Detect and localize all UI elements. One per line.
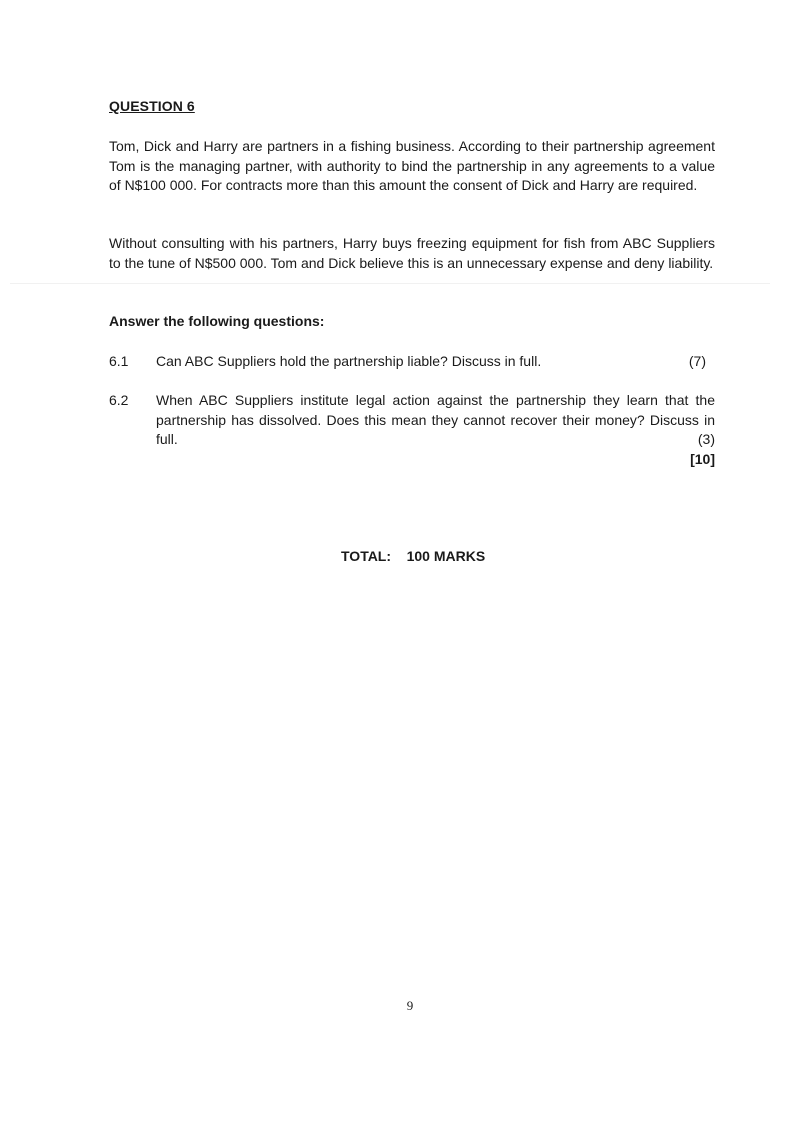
question-total-marks: [10] xyxy=(690,451,715,467)
question-heading: QUESTION 6 xyxy=(109,98,195,114)
subquestion-number-6-2: 6.2 xyxy=(109,392,129,408)
page-number: 9 xyxy=(406,998,414,1013)
subquestion-text-6-1: Can ABC Suppliers hold the partnership liable? Discuss in full. xyxy=(156,353,542,369)
subquestion-marks-6-1: (7) xyxy=(688,353,706,369)
exam-total-marks: TOTAL: 100 MARKS xyxy=(341,548,486,564)
scan-artifact-line xyxy=(10,283,770,284)
question-paragraph-1: Tom, Dick and Harry are partners in a fishing business. According to their partnership agreement Tom is the managing partner, with authority to bind the partnership in any agreements to a value of N$100 000. For contracts more than this amount the consent of Dick and Harry are required. xyxy=(109,138,715,193)
subquestion-marks-6-2: (3) xyxy=(697,431,715,447)
question-paragraph-2: Without consulting with his partners, Harry buys freezing equipment for fish from ABC Suppliers to the tune of N$500 000. Tom and Dick believe this is an unnecessary expense and deny liability. xyxy=(109,235,715,271)
subquestion-number-6-1: 6.1 xyxy=(109,353,129,369)
subquestion-text-6-2: When ABC Suppliers institute legal action against the partnership they learn that the partnership has dissolved. Does this mean they cannot recover their money? Discuss in full. xyxy=(156,392,715,447)
instruction-heading: Answer the following questions: xyxy=(109,313,325,329)
